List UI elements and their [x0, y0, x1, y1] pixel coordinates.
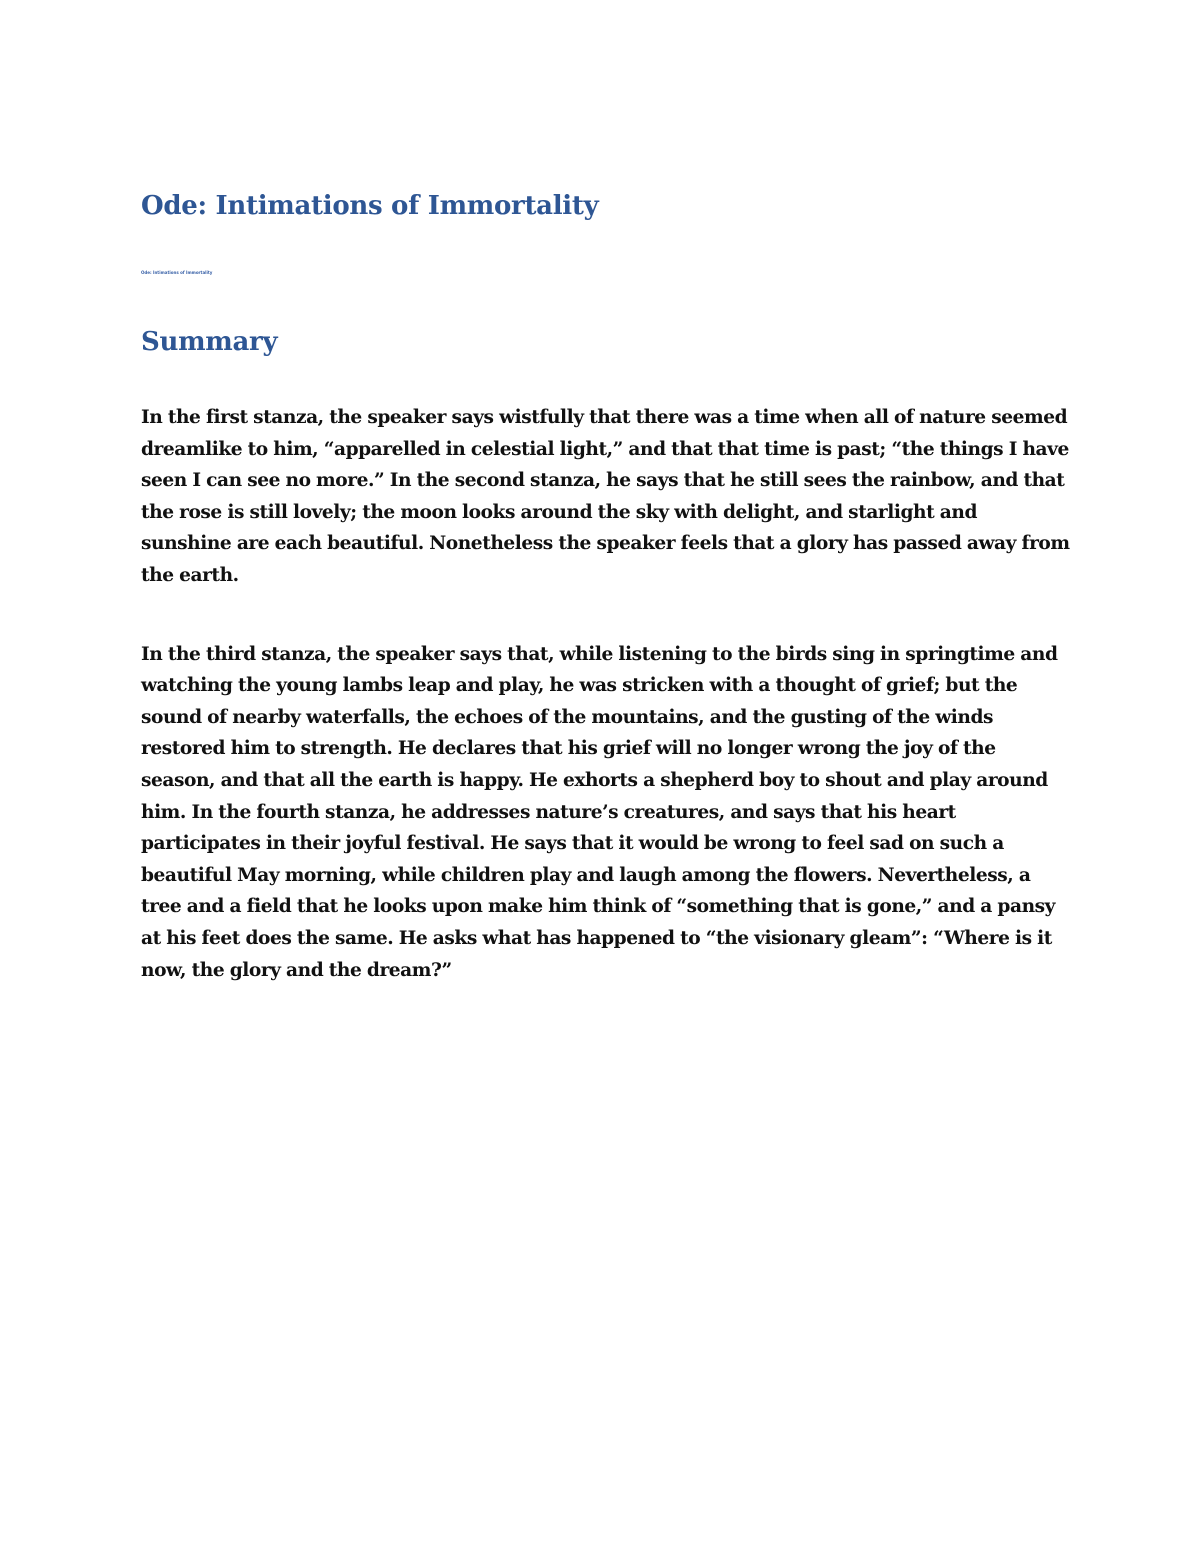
tiny-caption: Ode: Intimations of Immortality [141, 270, 213, 275]
summary-paragraph-2: In the third stanza, the speaker says that, while listening to the birds sing in springtime and watching the young lambs leap and play, he was stricken with a thought of grief; but the sound of nearby waterfalls, the echoes of the mountains, and the gusting of the winds restored him to strength. He declares that his grief will no longer wrong the joy of the season, and that all the earth is happy. He exhorts a shepherd boy to shout and play around him. In the fourth stanza, he addresses nature’s creatures, and says that his heart participates in their joyful festival. He says that it would be wrong to feel sad on such a beautiful May morning, while children play and laugh among the flowers. Nevertheless, a tree and a field that he looks upon make him think of “something that is gone,” and a pansy at his feet does the same. He asks what has happened to “the visionary gleam”: “Where is it now, the glory and the dream?” [141, 643, 1058, 981]
section-heading-summary: Summary [141, 327, 278, 357]
summary-paragraph-1: In the first stanza, the speaker says wistfully that there was a time when all of nature seemed dreamlike to him, “apparelled in celestial light,” and that that time is past; “the things I have seen I can see no more.” In the second stanza, he says that he still sees the rainbow, and that the rose is still lovely; the moon looks around the sky with delight, and starlight and sunshine are each beautiful. Nonetheless the speaker feels that a glory has passed away from the earth. [141, 407, 1070, 586]
document-title: Ode: Intimations of Immortality [141, 191, 599, 221]
document-content [141, 188, 1071, 986]
